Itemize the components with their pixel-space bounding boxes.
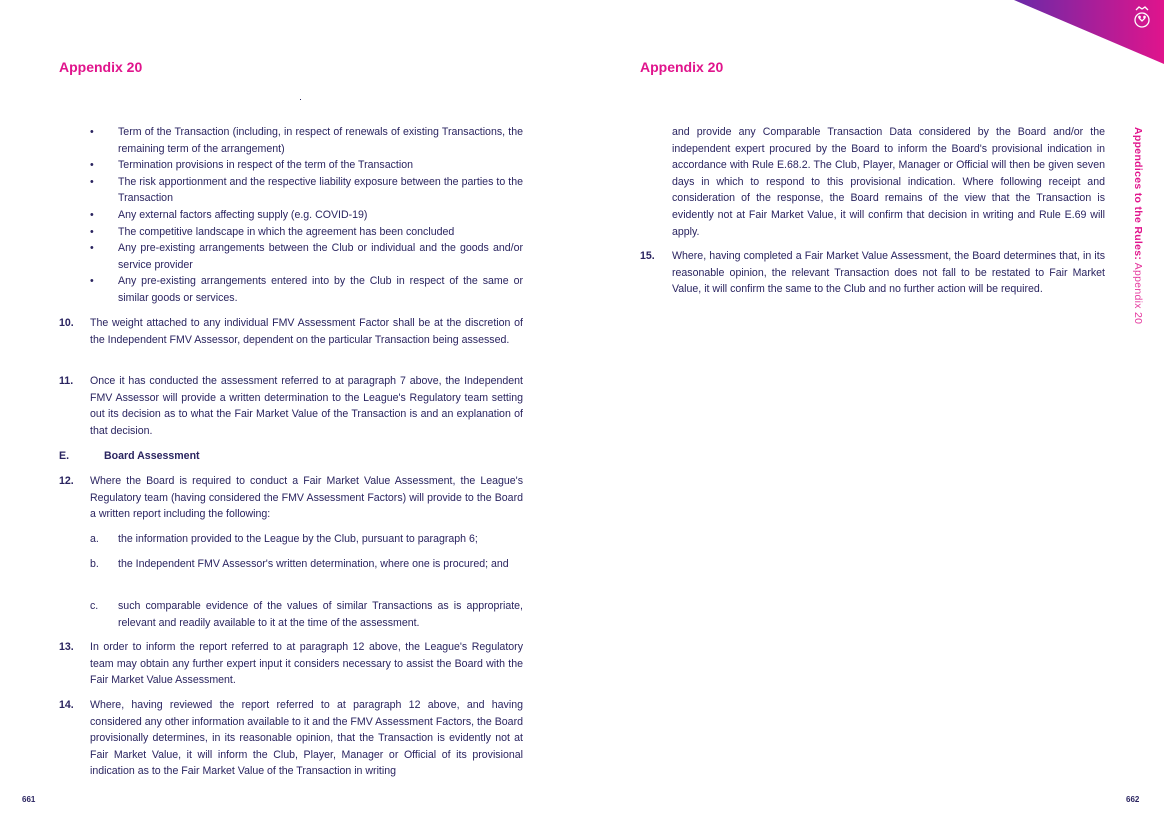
sub-item-c: c. such comparable evidence of the values of similar Transactions as is appropriate, relevant and readily available to it at the time of the assessment.: [90, 600, 523, 629]
right-page: [582, 0, 1164, 825]
list-item: • Termination provisions in respect of the term of the Transaction: [90, 159, 413, 172]
paragraph-15: 15. Where, having completed a Fair Market Value Assessment, the Board determines that, in its reasonable opinion, the relevant Transaction does not fall to be restated to Fair Market Value, it will confirm the same to the Club and no further action will be required.: [640, 250, 1105, 296]
list-item: • Any pre-existing arrangements between the Club or individual and the goods and/or service provider: [90, 242, 523, 271]
page-number: 661: [22, 795, 36, 804]
paragraph-10: 10. The weight attached to any individual FMV Assessment Factor shall be at the discretion of the Independent FMV Assessor, dependent on the particular Transaction being assessed.: [59, 317, 523, 346]
bullet-list: [90, 124, 523, 307]
list-item: • The risk apportionment and the respective liability exposure between the parties to the Transaction: [90, 175, 523, 205]
paragraph-13: 13. In order to inform the report referred to at paragraph 12 above, the League's Regulatory team may obtain any further expert input it considers necessary to assist the Board with the Fair Market Value Assessment.: [59, 641, 523, 687]
section-heading: E. Board Assessment: [59, 450, 200, 462]
corner-decoration: [1014, 0, 1164, 70]
paragraph-12: 12. Where the Board is required to conduct a Fair Market Value Assessment, the League's Regulatory team (having considered the FMV Assessment Factors) will provide to the Board a written report including the following:: [59, 475, 523, 521]
paragraph-14-continued: and provide any Comparable Transaction Data considered by the Board and/or the independent expert procured by the Board to inform the Board's provisional indication in accordance with Rule E.68.2. The Club, Player, Manager or Official will then be given seven days in which to respond to this provisional indication. Where following receipt and consideration of the response, the Board remains of the view that the Transaction is evidently not at Fair Market Value, it will confirm that decision in writing and Rule E.69 will apply.: [672, 126, 1105, 238]
sub-item-a: a. the information provided to the League by the Club, pursuant to paragraph 6;: [90, 533, 478, 545]
paragraph-11: 11. Once it has conducted the assessment referred to at paragraph 7 above, the Independent FMV Assessor will provide a written determination to the League's Regulatory team setting out its decision as to what the Fair Market Value of the Transaction is and an explanation of that decision.: [59, 375, 523, 437]
page-number: 662: [1126, 795, 1140, 804]
paragraph-14: 14. Where, having reviewed the report referred to at paragraph 12 above, and having considered any other information available to it and the FMV Assessment Factors, the Board provisionally determines, in its reasonable opinion, that the Transaction is evidently not at Fair Market Value, it will inform the Club, Player, Manager or Official of its provisional indication as to the Fair Market Value of the Transaction in writing: [59, 699, 523, 778]
stray-dot: [300, 99, 301, 100]
list-item: • Any external factors affecting supply (e.g. COVID-19): [90, 208, 368, 221]
sub-item-b: b. the Independent FMV Assessor's written determination, where one is procured; and: [90, 558, 509, 570]
list-item: • The competitive landscape in which the agreement has been concluded: [90, 225, 455, 238]
list-item: • Any pre-existing arrangements entered into by the Club in respect of the same or similar goods or services.: [90, 275, 523, 304]
list-item: • Term of the Transaction (including, in respect of renewals of existing Transactions, the remaining term of the arrangement): [90, 126, 523, 155]
corner-banner: [1014, 0, 1164, 64]
appendix-title: Appendix 20: [59, 59, 143, 75]
appendix-title: Appendix 20: [640, 59, 724, 75]
side-label: Appendices to the Rules: Appendix 20: [1132, 127, 1144, 325]
